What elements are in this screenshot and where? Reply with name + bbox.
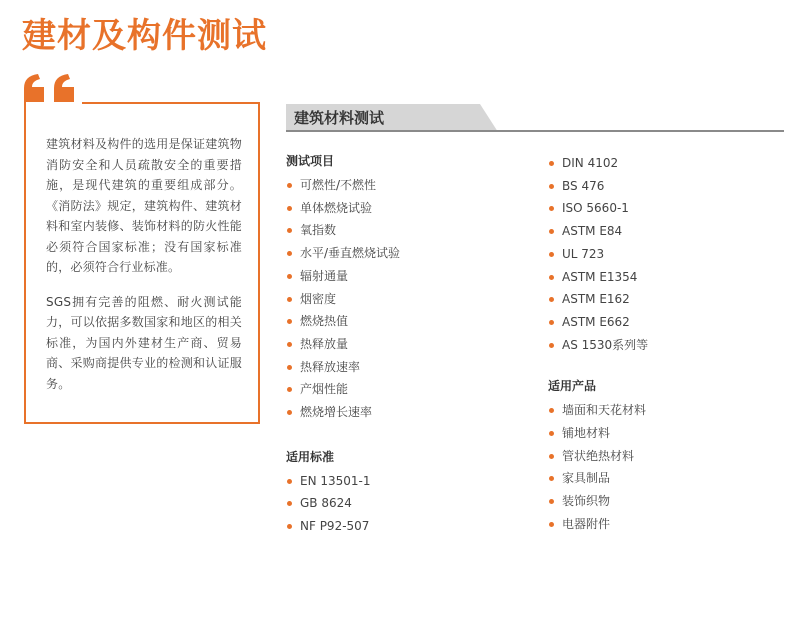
list-item: 辐射通量 (286, 265, 516, 288)
right-column (548, 152, 778, 536)
list-item: ASTM E1354 (548, 266, 778, 289)
section-title: 建筑材料测试 (294, 109, 385, 127)
products-list (548, 399, 778, 535)
section-header-rule (286, 130, 784, 132)
list-item: AS 1530系列等 (548, 334, 778, 357)
left-column (286, 152, 516, 538)
list-item: 氧指数 (286, 219, 516, 242)
list-item: 热释放量 (286, 333, 516, 356)
list-item: 产烟性能 (286, 378, 516, 401)
list-item: 家具制品 (548, 467, 778, 490)
tests-list (286, 174, 516, 424)
list-item: 管状绝热材料 (548, 445, 778, 468)
list-item: ASTM E162 (548, 288, 778, 311)
list-item: NF P92-507 (286, 515, 516, 538)
list-item: 水平/垂直燃烧试验 (286, 242, 516, 265)
list-item: BS 476 (548, 175, 778, 198)
page-title: 建材及构件测试 (22, 16, 267, 56)
intro-paragraph-2: SGS拥有完善的阻燃、耐火测试能力，可以依据多数国家和地区的相关标准，为国内外建材生产商、贸易商、采购商提供专业的检测和认证服务。 (46, 294, 242, 391)
list-item: EN 13501-1 (286, 470, 516, 493)
intro-paragraph-1: 建筑材料及构件的选用是保证建筑物消防安全和人员疏散安全的重要措施，是现代建筑的重要组成部分。《消防法》规定，建筑构件、建筑材料和室内装修、装饰材料的防火性能必须符合国家标准；没有国家标准的，必须符合行业标准。 (46, 137, 242, 274)
list-item: UL 723 (548, 243, 778, 266)
list-item: 电器附件 (548, 513, 778, 536)
list-item: ISO 5660-1 (548, 197, 778, 220)
list-item: 墙面和天花材料 (548, 399, 778, 422)
list-item: GB 8624 (286, 492, 516, 515)
list-item: 铺地材料 (548, 422, 778, 445)
list-item: DIN 4102 (548, 152, 778, 175)
standards-list-left (286, 470, 516, 538)
list-item: 燃烧热值 (286, 310, 516, 333)
standards-heading: 适用标准 (286, 449, 335, 464)
section-header (286, 104, 784, 132)
list-item: 可燃性/不燃性 (286, 174, 516, 197)
list-item: 燃烧增长速率 (286, 401, 516, 424)
intro-text (46, 134, 242, 408)
quote-mark-icon (22, 72, 76, 104)
list-item: 热释放速率 (286, 356, 516, 379)
products-heading: 适用产品 (548, 379, 597, 394)
list-item: ASTM E84 (548, 220, 778, 243)
list-item: 装饰织物 (548, 490, 778, 513)
list-item: ASTM E662 (548, 311, 778, 334)
standards-list-right (548, 152, 778, 356)
list-item: 烟密度 (286, 288, 516, 311)
tests-heading: 测试项目 (286, 154, 335, 168)
list-item: 单体燃烧试验 (286, 197, 516, 220)
intro-box-top-border (82, 102, 260, 104)
